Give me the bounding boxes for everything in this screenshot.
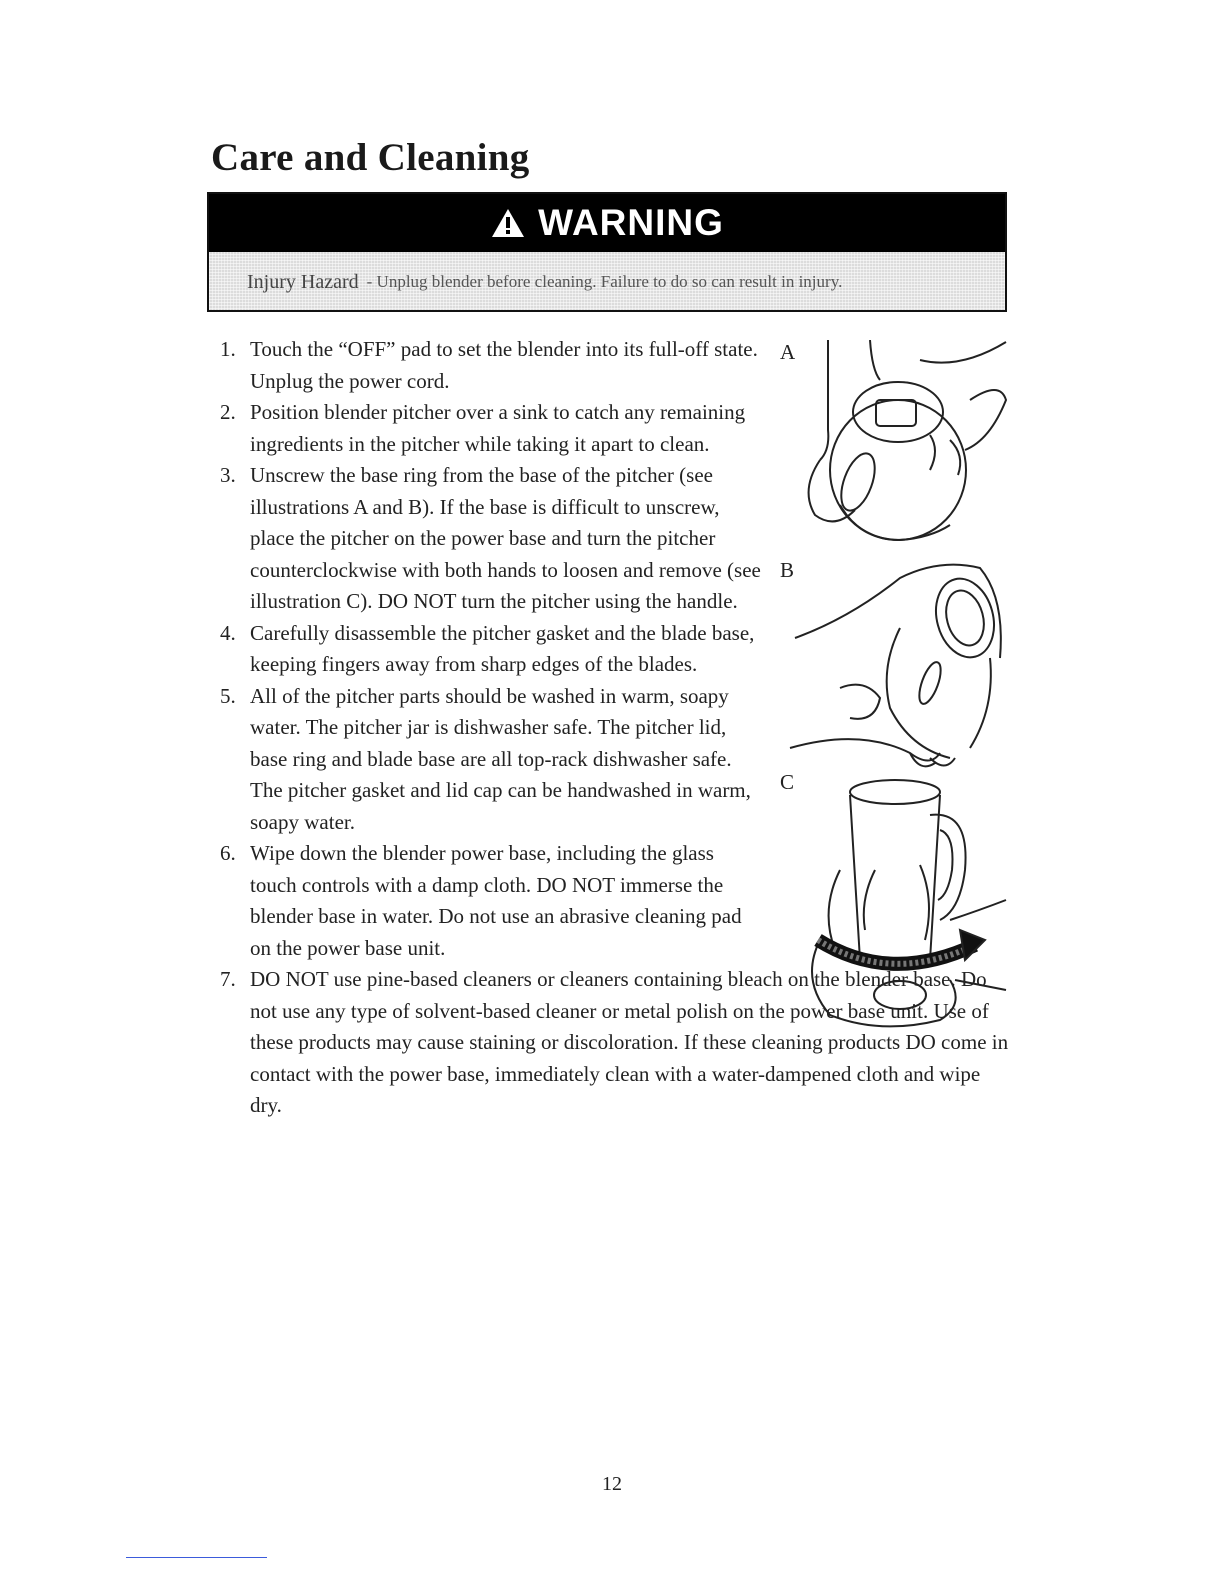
step-number: 3. (220, 463, 236, 487)
step-number: 2. (220, 400, 236, 424)
warning-header (209, 194, 1005, 252)
step-number: 1. (220, 337, 236, 361)
step-text: All of the pitcher parts should be washed in warm, soapy water. The pitcher jar is dishwasher safe. The pitcher lid, base ring and blade base are all top-rack dishwasher safe. The pitcher gasket and lid cap can be handwashed in warm, soapy water. (250, 683, 751, 834)
step-text: Position blender pitcher over a sink to catch any remaining ingredients in the pitcher while taking it apart to clean. (250, 400, 746, 456)
figure-label-a: A (780, 340, 796, 364)
step-text: DO NOT use pine-based cleaners or cleaners containing bleach on the blender base. Do not use any type of solvent-based cleaner or metal polish on the power base unit. Use of these products may cause staining or discoloration. If these cleaning products DO come in contact with the power base, immediately clean with a water-dampened cloth and wipe dry. (250, 967, 1009, 1117)
step-text: Unscrew the base ring from the base of the pitcher (see illustrations A and B). If the base is difficult to unscrew, place the pitcher on the power base and turn the pitcher counterclockwise with both hands to loosen and remove (see illustration C). DO NOT turn the pitcher using the handle. (250, 463, 761, 613)
warning-message (209, 252, 1005, 312)
warning-triangle-icon (490, 207, 526, 239)
pitcher-counterclockwise-illustration (780, 770, 1008, 1040)
warning-title: WARNING (538, 202, 724, 243)
illustration-a (780, 340, 1008, 555)
hands-unscrewing-base-illustration (780, 340, 1008, 555)
hazard-text: - Unplug blender before cleaning. Failure to do so can result in injury. (366, 272, 843, 291)
step-number: 4. (220, 620, 236, 645)
pitcher-base-removal-illustration (780, 558, 1008, 778)
figure-label-c: C (780, 770, 795, 794)
warning-box (207, 192, 1007, 312)
illustration-c (780, 770, 1008, 1040)
footer-divider (126, 1557, 267, 1558)
figure-label-b: B (780, 558, 795, 582)
step-text: Carefully disassemble the pitcher gasket and the blade base, keeping fingers away from sharp edges of the blades. (250, 620, 755, 676)
page-title: Care and Cleaning (211, 136, 530, 179)
step-number: 7. (220, 967, 236, 991)
step-text: Wipe down the blender power base, including the glass touch controls with a damp cloth. DO NOT immerse the blender base in water. Do not use an abrasive cleaning pad on the power base unit. (250, 841, 742, 960)
hazard-label: Injury Hazard (247, 270, 359, 293)
step-number: 5. (220, 683, 236, 708)
illustration-b (780, 558, 1008, 778)
page-number: 12 (602, 1473, 622, 1495)
step-text: Touch the “OFF” pad to set the blender into its full-off state. Unplug the power cord. (250, 337, 758, 393)
step-number: 6. (220, 841, 236, 865)
